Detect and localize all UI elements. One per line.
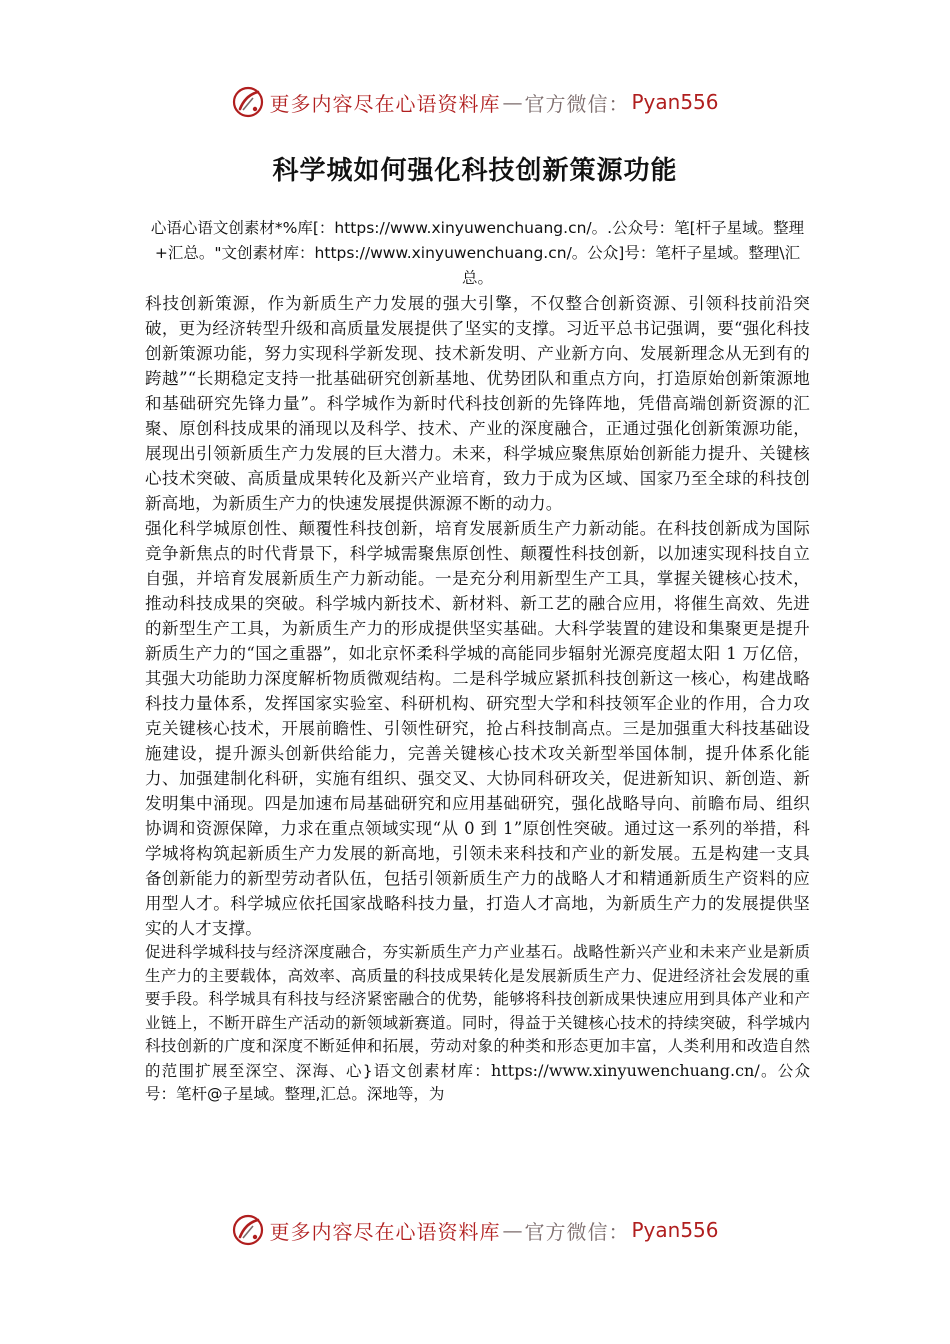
watermark-intro: 心语心语文创素材*%库[：https://www.xinyuwenchuang.cn/。.公众号：笔[杆子星域。整理+汇总。"文创素材库：https://www.xinyuwenchuang.cn/。公众]号：笔杆子星域。整理\汇总。 [150, 219, 805, 287]
paragraph-3-text: 促进科学城科技与经济深度融合，夯实新质生产力产业基石。战略性新兴产业和未来产业是新质生产力的主要载体，高效率、高质量的科技成果转化是发展新质生产力、促进经济社会发展的重要手段。科学城具有科技与经济紧密融合的优势，能够将科技创新成果快速应用到具体产业和产业链上，不断开辟生产活动的新领域新赛道。同时，得益于关键核心技术的持续突破，科学城内科技创新的广度和深度不断延伸和拓展，劳动对象的种类和形态更加丰富，人类利用和改造自然的范围扩展至深空、深海、心}语文创素材库： [145, 943, 810, 1080]
header-banner-text: 更多内容尽在心语资料库 [269, 91, 501, 116]
document-title: 科学城如何强化科技创新策源功能 [272, 156, 678, 186]
footer-banner-official: 官方微信： [524, 1219, 630, 1244]
header-banner-id: Pyan556 [631, 90, 719, 114]
brand-logo-icon [231, 1213, 265, 1247]
brand-logo-icon [231, 85, 265, 119]
paragraph-3-tail: 。公众号：笔杆@子星域。整理,汇总。深地等，为 [145, 1061, 810, 1103]
header-banner-official: 官方微信： [524, 91, 630, 116]
paragraph-2: 强化科学城原创性、颠覆性科技创新，培育发展新质生产力新动能。在科技创新成为国际竞争新焦点的时代背景下，科学城需聚焦原创性、颠覆性科技创新，以加速实现科技自立自强，并培育发展新质生产力新动能。一是充分利用新型生产工具，掌握关键核心技术，推动科技成果的突破。科学城内新技术、新材料、新工艺的融合应用，将催生高效、先进的新型生产工具，为新质生产力的形成提供坚实基础。大科学装置的建设和集聚更是提升新质生产力的“国之重器”，如北京怀柔科学城的高能同步辐射光源亮度超太阳 1 万亿倍，其强大功能助力深度解析物质微观结构。二是科学城应紧抓科技创新这一核心，构建战略科技力量体系，发挥国家实验室、科研机构、研究型大学和科技领军企业的作用，合力攻克关键核心技术，开展前瞻性、引领性研究，抢占科技制高点。三是加强重大科技基础设施建设，提升源头创新供给能力，完善关键核心技术攻关新型举国体制，提升体系化能力、加强建制化科研，实施有组织、强交叉、大协同科研攻关，促进新知识、新创造、新发明集中涌现。四是加速布局基础研究和应用基础研究，强化战略导向、前瞻布局、组织协调和资源保障，力求在重点领域实现“从 0 到 1”原创性突破。通过这一系列的举措，科学城将构筑起新质生产力发展的新高地，引领未来科技和产业的新发展。五是构建一支具备创新能力的新型劳动者队伍，包括引领新质生产力的战略人才和精通新质生产资料的应用型人才。科学城应依托国家战略科技力量，打造人才高地，为新质生产力的发展提供坚实的人才支撑。 [145, 519, 810, 938]
footer-banner [0, 1210, 950, 1250]
header-banner-separator: — [502, 90, 523, 114]
footer-banner-text: 更多内容尽在心语资料库 [269, 1219, 501, 1244]
paragraph-3 [145, 941, 810, 1107]
paragraph-3-url: https://www.xinyuwenchuang.cn/ [491, 1060, 760, 1080]
header-banner [0, 82, 950, 122]
footer-banner-id: Pyan556 [631, 1218, 719, 1242]
footer-banner-separator: — [502, 1218, 523, 1242]
document-body [145, 216, 810, 1107]
paragraph-1: 科技创新策源，作为新质生产力发展的强大引擎，不仅整合创新资源、引领科技前沿突破，更为经济转型升级和高质量发展提供了坚实的支撑。习近平总书记强调，要“强化科技创新策源功能，努力实现科学新发现、技术新发明、产业新方向、发展新理念从无到有的跨越”“长期稳定支持一批基础研究创新基地、优势团队和重点方向，打造原始创新策源地和基础研究先锋力量”。科学城作为新时代科技创新的先锋阵地，凭借高端创新资源的汇聚、原创科技成果的涌现以及科学、技术、产业的深度融合，正通过强化创新策源功能，展现出引领新质生产力发展的巨大潜力。未来，科学城应聚焦原始创新能力提升、关键核心技术突破、高质量成果转化及新兴产业培育，致力于成为区域、国家乃至全球的科技创新高地，为新质生产力的快速发展提供源源不断的动力。 [145, 294, 810, 513]
